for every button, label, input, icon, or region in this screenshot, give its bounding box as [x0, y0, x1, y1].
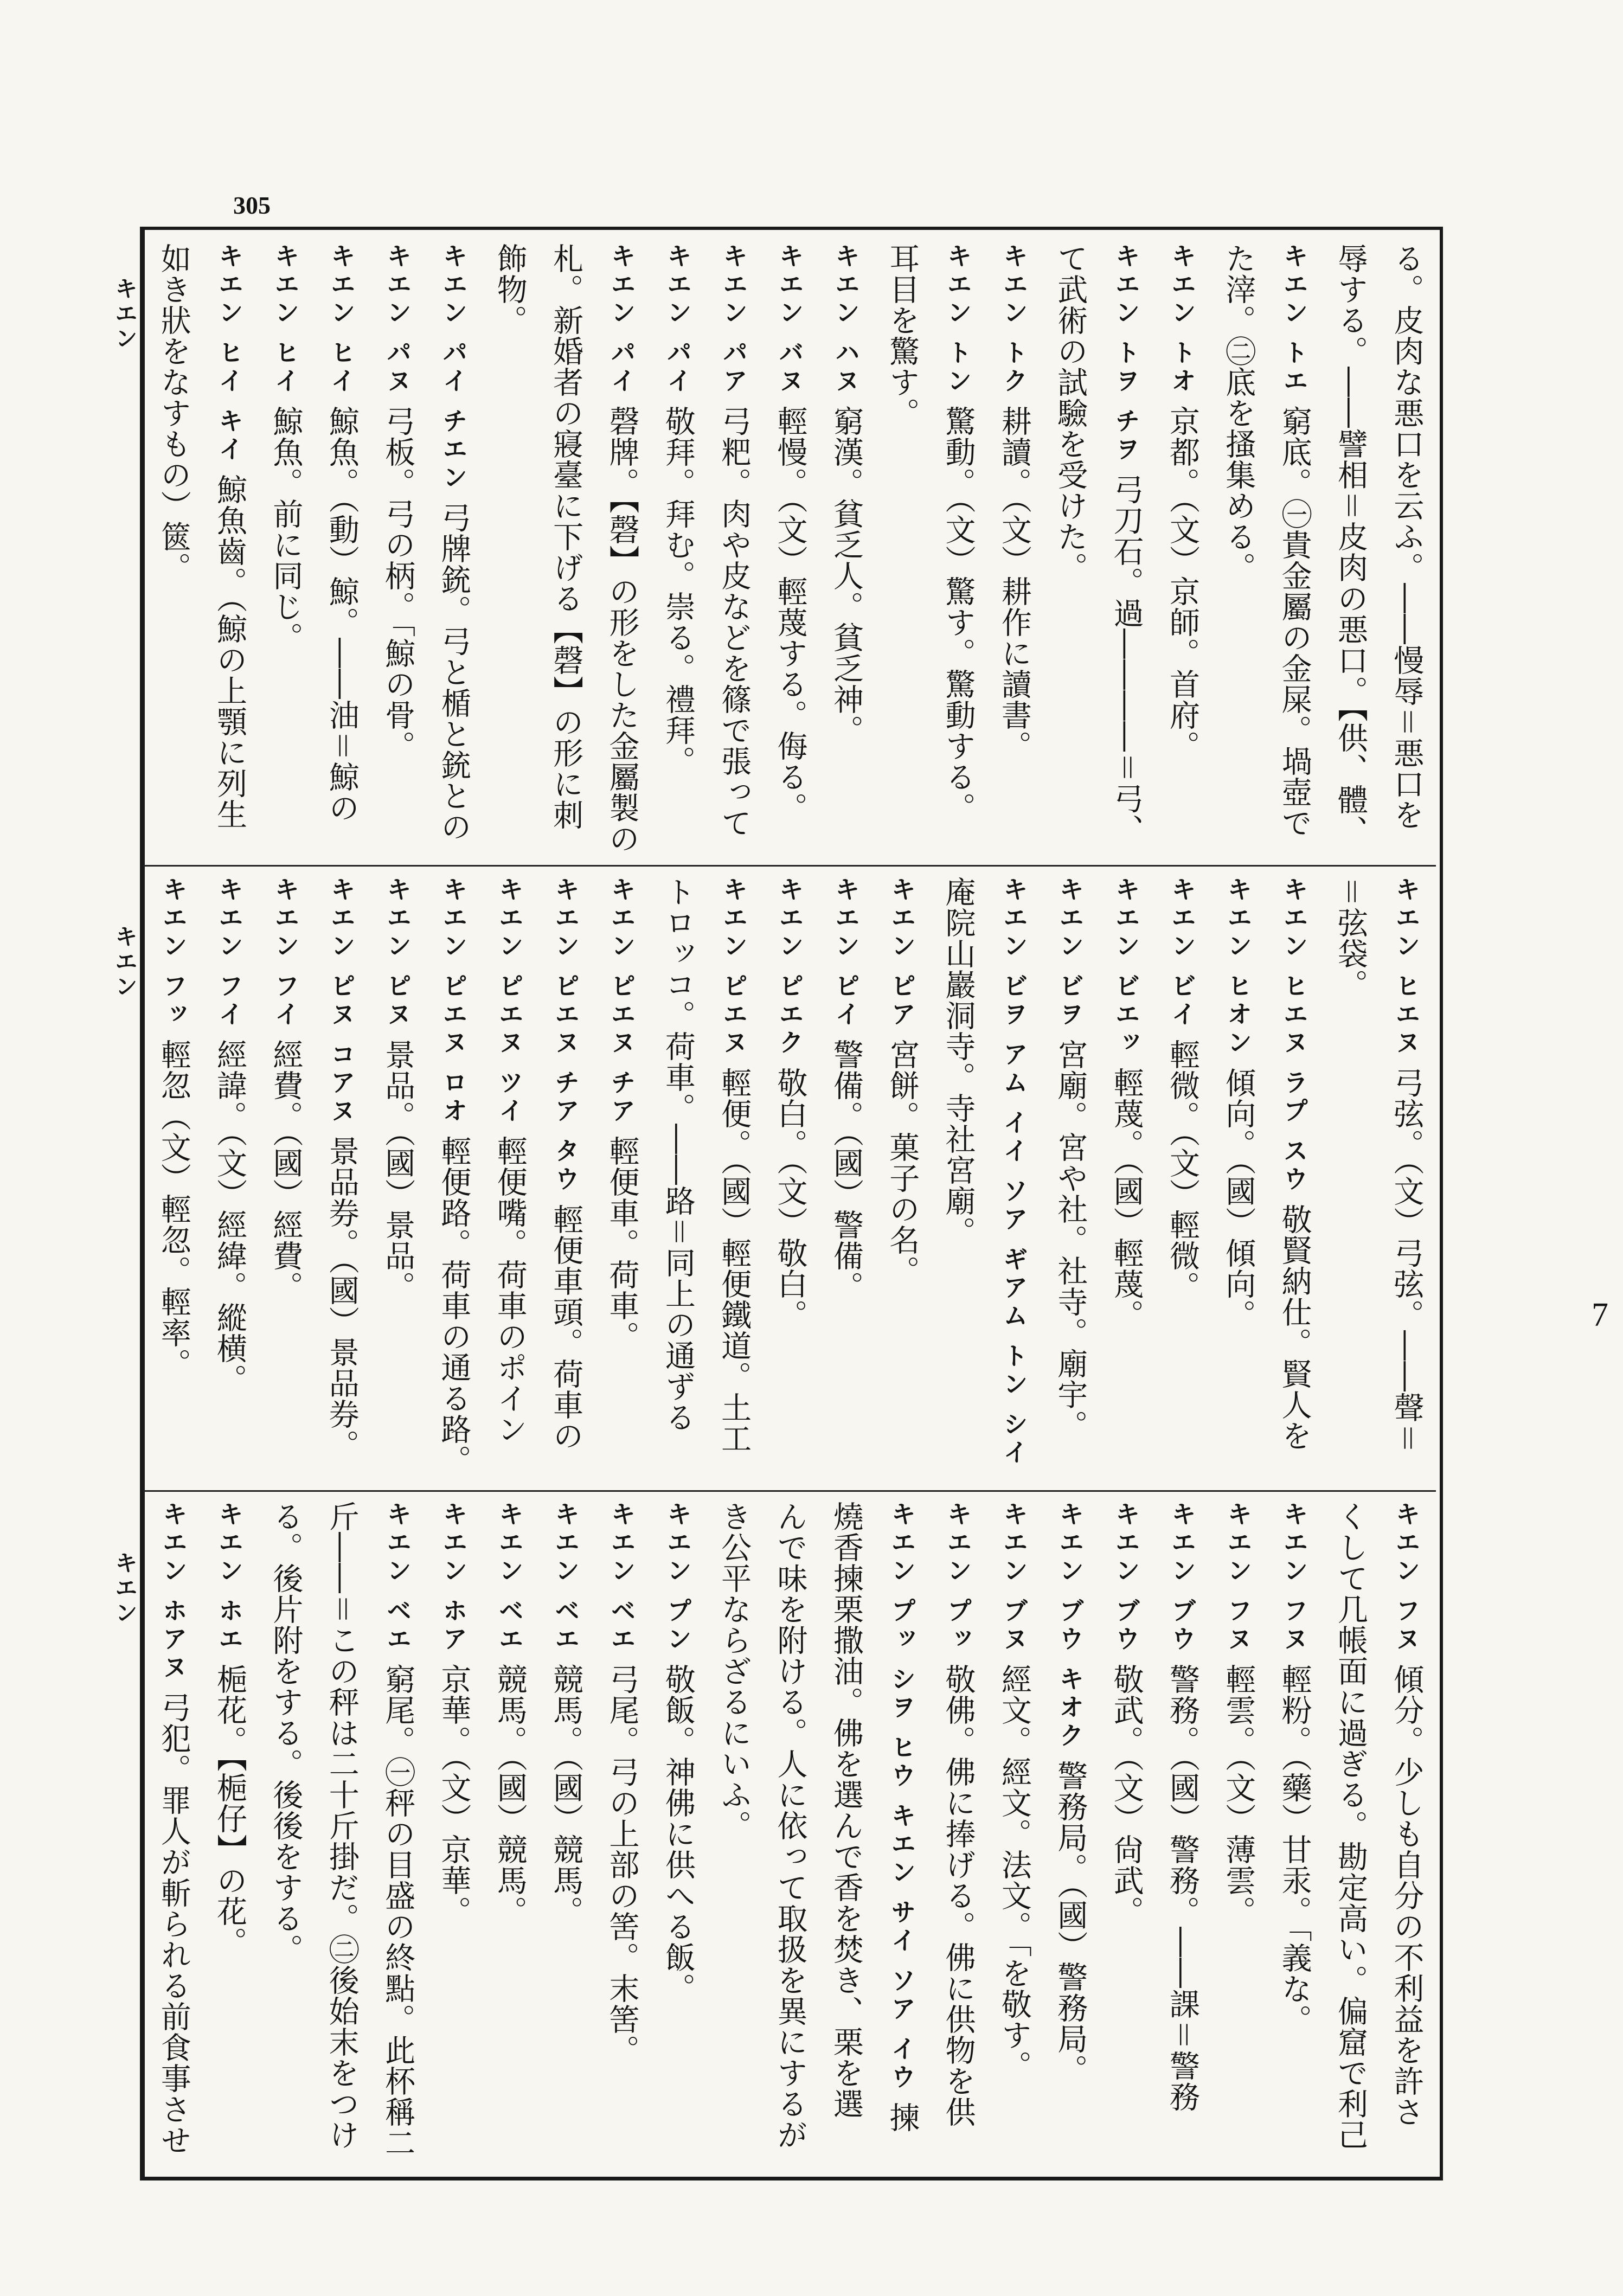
- entry-column: [1043, 1501, 1097, 2162]
- entry-definition: 驚動。（文）驚す。驚動する。: [940, 406, 976, 824]
- entry-definition: 京華。（文）京華。: [436, 1664, 472, 1927]
- entry-column: [258, 876, 312, 1480]
- entry-reading: キエン ビエッ: [1111, 876, 1141, 1058]
- entry-definition: 輕粉。（藥）甘汞。「義な。: [1276, 1664, 1312, 2036]
- entry-column: [875, 1501, 929, 2162]
- entry-column: [202, 1501, 256, 2162]
- dictionary-band: [145, 872, 1434, 1485]
- entry-column: [1379, 876, 1433, 1480]
- entry-column: [258, 1501, 312, 2162]
- entry-reading: キエン パア: [719, 243, 749, 396]
- entry-column: [538, 876, 593, 1480]
- margin-number: 7: [1592, 1297, 1608, 1333]
- entry-column: [426, 1501, 480, 2162]
- entry-column: [987, 876, 1041, 1480]
- side-heading-bottom: キエン: [112, 1551, 138, 1626]
- entry-definition: る。後片附をする。後後をする。: [268, 1501, 304, 1965]
- entry-column: [146, 243, 201, 855]
- entry-reading: キエン ヒエヌ ラプ スウ: [1279, 876, 1309, 1195]
- entry-definition: 燒香揀栗撒油。佛を選んで香を焚き、栗を選: [828, 1501, 864, 2119]
- entry-column: [594, 1501, 649, 2162]
- entry-definition: 弓尾。弓の上部の筈。末筈。: [604, 1664, 640, 2066]
- entry-reading: キエン ホアヌ: [158, 1501, 188, 1683]
- entry-definition: 庵院山巖洞寺。寺社宮廟。: [940, 876, 976, 1247]
- entry-column: [707, 1501, 761, 2162]
- entry-reading: キエン ピエヌ チア: [607, 876, 637, 1126]
- entry-column: [202, 876, 256, 1480]
- entry-column: [483, 243, 537, 855]
- entry-definition: 競馬。（國）競馬。: [548, 1664, 584, 1927]
- entry-definition: 輕微。（文）輕微。: [1164, 1039, 1200, 1303]
- entry-definition: 敬白。（文）敬白。: [772, 1067, 808, 1331]
- entry-reading: キエン プッ シヲ ヒウ キエン サイ ソア イウ: [887, 1501, 917, 2093]
- entry-column: [1043, 876, 1097, 1480]
- dictionary-band: [145, 1497, 1434, 2166]
- entry-reading: キエン ブヌ: [999, 1501, 1029, 1654]
- entry-column: [1323, 243, 1377, 855]
- entry-column: [1043, 243, 1097, 855]
- entry-column: [1155, 243, 1209, 855]
- entry-reading: キエン ピア: [887, 876, 917, 1030]
- entry-column: [1267, 876, 1322, 1480]
- entry-definition: 窮漢。貧乏人。貧乏神。: [828, 406, 864, 746]
- entry-definition: 磬牌。【磬】の形をした金屬製の: [604, 406, 640, 855]
- entry-column: [1155, 876, 1209, 1480]
- entry-reading: キエン バヌ: [775, 243, 805, 396]
- entry-column: [426, 876, 480, 1480]
- entry-definition: 警備。（國）警備。: [828, 1039, 864, 1303]
- entry-reading: キエン ベエ: [551, 1501, 581, 1654]
- entry-column: [1267, 1501, 1322, 2162]
- entry-definition: 揀: [884, 2102, 920, 2133]
- entry-column: [315, 1501, 369, 2162]
- entry-definition: 耕讀。（文）耕作に讀書。: [996, 406, 1032, 762]
- entry-reading: キエン フヌ: [1391, 1501, 1421, 1654]
- entry-column: [875, 243, 929, 855]
- entry-reading: キエン プッ: [943, 1501, 973, 1654]
- entry-column: [370, 243, 425, 855]
- entry-definition: 辱する。――譬相＝皮肉の悪口。【供、體、: [1332, 243, 1368, 846]
- entry-reading: キエン ピエヌ: [719, 876, 749, 1058]
- entry-definition: 弓刀石。過――――＝弓、: [1108, 474, 1144, 845]
- entry-column: [1155, 1501, 1209, 2162]
- entry-definition: 鯨魚齒。（鯨の上顎に列生: [212, 474, 248, 830]
- entry-reading: キエン パイ: [663, 243, 692, 396]
- entry-reading: キエン ビヲ: [1055, 876, 1085, 1030]
- entry-definition: 斤――＝この秤は二十斤掛だ。㊁後始末をつけ: [324, 1501, 360, 2150]
- entry-definition: 經文。經文。法文。「を敬す。: [996, 1664, 1032, 2082]
- entry-reading: キエン フヌ: [1223, 1501, 1253, 1654]
- entry-reading: キエン ベエ: [607, 1501, 637, 1654]
- entry-column: [1323, 876, 1377, 1480]
- page-number: 305: [233, 191, 271, 219]
- entry-column: [931, 1501, 985, 2162]
- entry-column: [370, 876, 425, 1480]
- entry-column: [1099, 243, 1153, 855]
- entry-reading: キエン ピヌ コアヌ: [326, 876, 356, 1126]
- entry-definition: 弓犯。罪人が斬られる前食事させ: [156, 1692, 191, 2156]
- entry-column: [1211, 243, 1265, 855]
- entry-reading: キエン ピエク: [775, 876, 805, 1058]
- entry-column: [987, 243, 1041, 855]
- entry-definition: 札。新婚者の寢臺に下げる【磬】の形に刺: [548, 243, 584, 830]
- entry-column: [819, 1501, 873, 2162]
- entry-column: [538, 243, 593, 855]
- entry-reading: キエン ブウ: [1111, 1501, 1141, 1654]
- entry-definition: 輕雲。（文）薄雲。: [1221, 1664, 1256, 1927]
- entry-definition: 弓弦。（文）弓弦。――聲＝: [1389, 1067, 1425, 1454]
- entry-column: [594, 876, 649, 1480]
- entry-column: [931, 243, 985, 855]
- entry-column: [651, 243, 705, 855]
- entry-definition: 宮餅。菓子の名。: [884, 1039, 920, 1287]
- entry-definition: て武術の試驗を受けた。: [1053, 243, 1088, 583]
- entry-definition: ＝弦袋。: [1332, 876, 1368, 1000]
- entry-column: [707, 876, 761, 1480]
- band-divider: [143, 1490, 1436, 1492]
- entry-definition: 敬佛。佛に捧げる。佛に供物を供: [940, 1664, 976, 2128]
- entry-reading: キエン ビイ: [1167, 876, 1197, 1030]
- entry-definition: 警務。（國）警務。――課＝警務: [1164, 1664, 1200, 2113]
- entry-reading: キエン ハヌ: [831, 243, 861, 396]
- entry-reading: キエン ベエ: [383, 1501, 413, 1654]
- dictionary-band: [145, 239, 1434, 860]
- entry-column: [763, 876, 817, 1480]
- entry-definition: 輕慢。（文）輕蔑する。侮る。: [772, 406, 808, 824]
- entry-definition: 輕便車。荷車。: [604, 1136, 640, 1352]
- entry-column: [483, 876, 537, 1480]
- entry-definition: 警務局。（國）警務局。: [1053, 1760, 1088, 2086]
- entry-definition: 京都。（文）京師。首府。: [1164, 406, 1200, 762]
- entry-reading: キエン トエ: [1279, 243, 1309, 396]
- entry-reading: キエン パイ: [607, 243, 637, 396]
- entry-reading: キエン トヲ チヲ: [1111, 243, 1141, 465]
- entry-column: [315, 243, 369, 855]
- entry-definition: 耳目を驚す。: [884, 243, 920, 428]
- entry-reading: キエン ブウ キオク: [1055, 1501, 1085, 1751]
- entry-column: [370, 1501, 425, 2162]
- entry-column: [1211, 876, 1265, 1480]
- entry-reading: キエン フッ: [158, 876, 188, 1030]
- entry-definition: 鯨魚。（動）鯨。――油＝鯨の: [324, 406, 360, 824]
- entry-column: [763, 243, 817, 855]
- entry-definition: 經諱。（文）經緯。縱横。: [212, 1039, 248, 1395]
- entry-definition: 輕便。（國）輕便鐵道。土工: [716, 1067, 752, 1454]
- entry-definition: 輕蔑。（國）輕蔑。: [1108, 1067, 1144, 1331]
- entry-reading: キエン ピヌ: [383, 876, 413, 1030]
- entry-definition: 敬武。（文）尙武。: [1108, 1664, 1144, 1927]
- entry-column: [1099, 876, 1153, 1480]
- entry-definition: た滓。㊁底を搔集める。: [1221, 243, 1256, 583]
- entry-reading: キエン ピエヌ ツイ: [495, 876, 524, 1126]
- entry-definition: 輕便車頭。荷車の: [548, 1204, 584, 1452]
- entry-column: [707, 243, 761, 855]
- entry-reading: キエン フヌ: [1279, 1501, 1309, 1654]
- entry-column: [538, 1501, 593, 2162]
- entry-column: [819, 876, 873, 1480]
- entry-definition: 傾向。（國）傾向。: [1221, 1067, 1256, 1331]
- entry-column: [1099, 1501, 1153, 2162]
- entry-column: [1379, 1501, 1433, 2162]
- entry-definition: 輕便嘴。荷車のポイン: [492, 1136, 528, 1445]
- entry-definition: 經費。（國）經費。: [268, 1039, 304, 1303]
- entry-definition: き公平ならざるにいふ。: [716, 1501, 752, 1841]
- entry-column: [763, 1501, 817, 2162]
- entry-column: [483, 1501, 537, 2162]
- entry-reading: キエン ホア: [439, 1501, 469, 1654]
- entry-reading: キエン ピエヌ ロオ: [439, 876, 469, 1126]
- entry-definition: 如き狀をなすもの）篋。: [156, 243, 191, 583]
- entry-definition: 窮底。㊀貴金屬の金屎。堝壺で: [1276, 406, 1312, 839]
- entry-reading: キエン プン: [663, 1501, 692, 1654]
- entry-column: [426, 243, 480, 855]
- entry-reading: キエン ベエ: [495, 1501, 524, 1654]
- entry-column: [875, 876, 929, 1480]
- entry-definition: 景品。（國）景品。: [380, 1039, 416, 1303]
- entry-column: [146, 1501, 201, 2162]
- entry-column: [987, 1501, 1041, 2162]
- side-heading-top: キエン: [112, 277, 138, 351]
- entry-reading: キエン ブウ: [1167, 1501, 1197, 1654]
- entry-definition: る。皮肉な悪口を云ふ。――慢辱＝悪口を: [1389, 243, 1425, 830]
- entry-column: [315, 876, 369, 1480]
- entry-definition: 窮尾。㊀秤の目盛の終點。此杯稱二: [380, 1664, 416, 2159]
- band-divider: [143, 865, 1436, 867]
- entry-column: [651, 1501, 705, 2162]
- entry-definition: 敬飯。神佛に供へる飯。: [660, 1664, 696, 2004]
- entry-reading: キエン トク: [999, 243, 1029, 396]
- entry-definition: 景品券。（國）景品券。: [324, 1136, 360, 1461]
- entry-definition: 弓牌銃。弓と楯と銃との: [436, 502, 472, 843]
- entry-column: [258, 243, 312, 855]
- entry-column: [594, 243, 649, 855]
- entry-reading: キエン フイ: [271, 876, 300, 1030]
- entry-definition: 飾物。: [492, 243, 528, 336]
- entry-definition: 鯨魚。前に同じ。: [268, 406, 304, 653]
- entry-reading: キエン パヌ: [383, 243, 413, 396]
- entry-reading: キエン ヒイ キイ: [215, 243, 245, 465]
- entry-definition: 競馬。（國）競馬。: [492, 1664, 528, 1927]
- entry-reading: キエン パイ チエン: [439, 243, 469, 493]
- entry-reading: キエン トオ: [1167, 243, 1197, 396]
- entry-definition: くして几帳面に過ぎる。勘定高い。偏窟で利己: [1332, 1501, 1368, 2150]
- entry-definition: 敬拜。拜む。崇る。禮拜。: [660, 406, 696, 777]
- entry-column: [819, 243, 873, 855]
- entry-column: [202, 243, 256, 855]
- entry-definition: んで味を附ける。人に依って取扱を異にするが: [772, 1501, 808, 2150]
- entry-reading: キエン ピエヌ チア タウ: [551, 876, 581, 1195]
- entry-definition: 傾分。少しも自分の不利益を許さ: [1389, 1664, 1425, 2128]
- side-heading-middle: キエン: [112, 925, 138, 999]
- entry-definition: 敬賢納仕。賢人を: [1276, 1204, 1312, 1452]
- entry-reading: キエン トン: [943, 243, 973, 396]
- entry-reading: キエン ヒオン: [1223, 876, 1253, 1058]
- entry-reading: キエン ビヲ アム イイ ソア ギアム トン シイ: [999, 876, 1029, 1468]
- entry-reading: キエン ヒイ: [271, 243, 300, 396]
- entry-definition: 梔花。【梔仔】の花。: [212, 1664, 248, 1958]
- entry-definition: 弓板。弓の柄。「鯨の骨。: [380, 406, 416, 762]
- entry-column: [651, 876, 705, 1480]
- entry-definition: 弓粑。肉や皮などを篠で張って: [716, 406, 752, 839]
- entry-definition: トロッコ。荷車。――路＝同上の通ずる: [660, 876, 696, 1433]
- entry-column: [146, 876, 201, 1480]
- entry-reading: キエン ヒイ: [326, 243, 356, 396]
- entry-reading: キエン フイ: [215, 876, 245, 1030]
- entry-reading: キエン ヒエヌ: [1391, 876, 1421, 1058]
- entry-column: [1323, 1501, 1377, 2162]
- entry-column: [931, 876, 985, 1480]
- entry-reading: キエン ホエ: [215, 1501, 245, 1654]
- entry-definition: 宮廟。宮や社。社寺。廟宇。: [1053, 1039, 1088, 1441]
- entry-reading: キエン ピイ: [831, 876, 861, 1030]
- entry-column: [1379, 243, 1433, 855]
- entry-column: [1211, 1501, 1265, 2162]
- entry-definition: 輕忽（文）輕忽。輕率。: [156, 1039, 191, 1380]
- entry-definition: 輕便路。荷車の通る路。: [436, 1136, 472, 1476]
- entry-column: [1267, 243, 1322, 855]
